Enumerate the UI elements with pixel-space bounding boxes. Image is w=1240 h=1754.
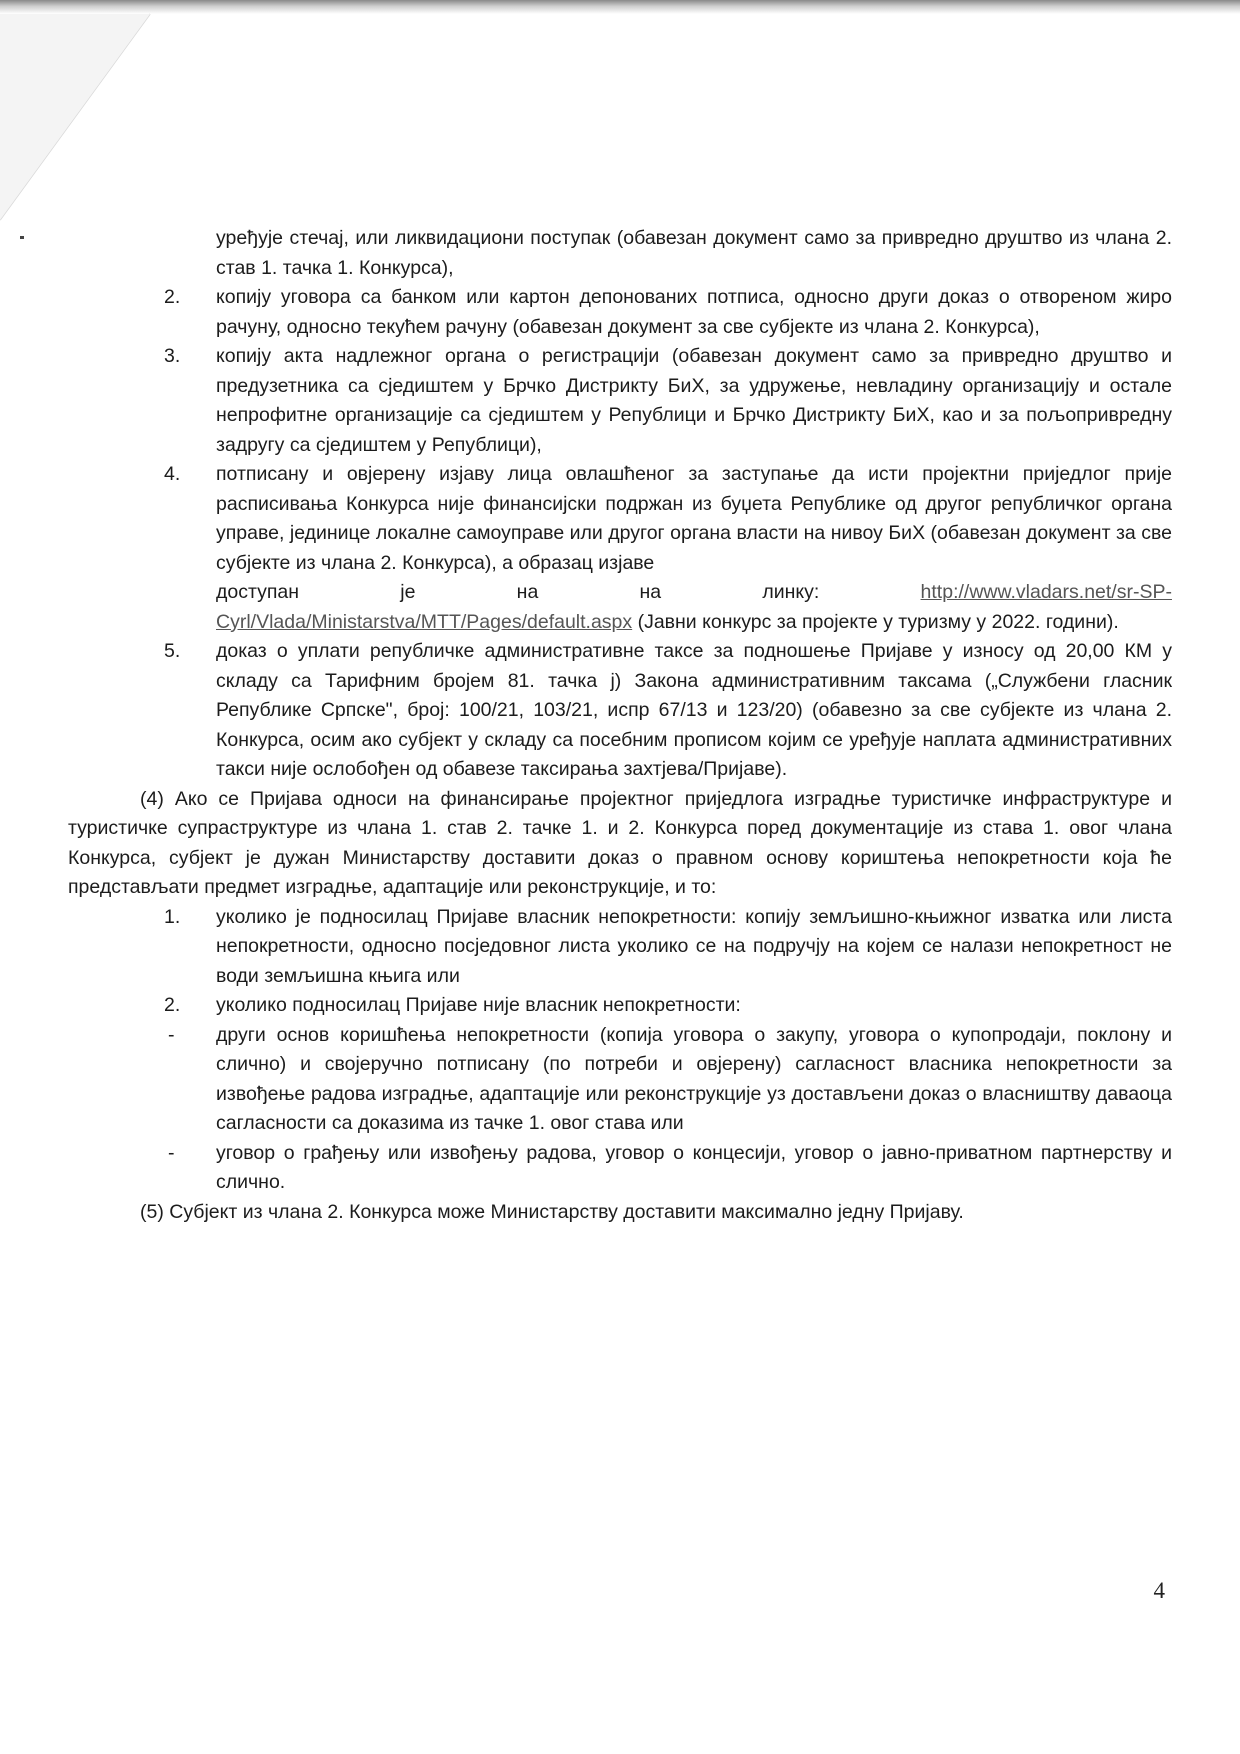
list-item-text: уколико је подносилац Пријаве власник непокретности: копију земљишно-књижног изватка или листа непокретности, односно посједовног листа уколико се на подручју на којем се налази непокретност не води земљишна књига или — [216, 905, 1172, 987]
word: на — [639, 581, 662, 603]
list-item-text: уговор о грађењу или извођењу радова, уговор о концесији, уговор о јавно-приватном партнерству и слично. — [216, 1141, 1172, 1193]
list-number: 2. — [164, 994, 181, 1016]
scan-fold-line — [0, 0, 160, 260]
word: је — [400, 581, 416, 603]
list-dash: - — [168, 1141, 175, 1164]
list-item-text: други основ коришћења непокретности (копија уговора о закупу, уговора о купопродаји, поклону и слично) и својеручно потписану (по потреби и овјерену) сагласност власника непокретности за извођење радова изградње, адаптације или реконструкције уз достављени доказ о власништву даваоца сагласности са доказима из тачке 1. овог става или — [216, 1023, 1172, 1134]
list-item — [164, 283, 1172, 342]
word: доступан — [216, 581, 300, 603]
continuation-text: уређује стечај, или ликвидациони поступак (обавезан документ само за привредно друштво из члана 2. став 1. тачка 1. Конкурса), — [216, 227, 1172, 279]
scan-top-shadow — [0, 0, 1240, 14]
list-number: 5. — [164, 640, 181, 662]
paragraph-5: (5) Субјект из члана 2. Конкурса може Министарству доставити максимално једну Пријаву. — [140, 1200, 964, 1223]
list-item — [164, 637, 1172, 785]
word: линку: — [762, 581, 820, 603]
list-item — [164, 342, 1172, 460]
list-item-text: копију акта надлежног органа о регистрацији (обавезан документ само за привредно друштво и предузетника са сједиштем у Брчко Дистрикту БиХ, за удружење, невладину организацију и остале непрофитне организације са сједиштем у Републици и Брчко Дистрикту БиХ, као и за пољопривредну задругу са сједиштем у Републици), — [216, 345, 1172, 456]
list-number: 2. — [164, 286, 181, 308]
list-item-text: доказ о уплати републичке административне таксе за подношење Пријаве у износу од 20,00 КМ у складу са Тарифним бројем 81. тачка ј) Закона административним таксама („Службени гласник Републике Српске", број: 100/21, 103/21, испр 67/13 и 123/20) (обавезно за све субјекте из члана 2. Конкурса, осим ако субјект у складу са посебним прописом којим се уређује наплата административних такси није ослобођен од обавезе таксирања захтјева/Пријаве). — [216, 640, 1172, 780]
list-item-text: уколико подносилац Пријаве није власник непокретности: — [216, 994, 741, 1016]
list-dash: - — [168, 1023, 175, 1046]
list-item-4 — [164, 460, 1172, 637]
ministry-link-part1[interactable]: http://www.vladars.net/sr-SP- — [920, 581, 1172, 603]
link-continuation — [216, 608, 1172, 638]
ministry-link-part2[interactable]: Cyrl/Vlada/Ministarstva/MTT/Pages/default.aspx — [216, 610, 633, 633]
list-item-dash — [168, 1021, 1172, 1139]
list-item-text: копију уговора са банком или картон депонованих потписа, односно други доказ о отвореном жиро рачуну, односно текућем рачуну (обавезан документ за све субјекте из члана 2. Конкурса), — [216, 286, 1172, 338]
list-item-dash — [168, 1139, 1172, 1198]
list-item-text: потписану и овјерену изјаву лица овлашћеног за заступање да исти пројектни приједлог прије расписивања Конкурса није финансијски подржан из буџета Републике од другог републичког органа управе, јединице локалне самоуправе или другог органа власти на нивоу БиХ (обавезан документ за све субјекте из члана 2. Конкурса), а образац изјаве — [216, 463, 1172, 574]
link-after-text: (Јавни конкурс за пројекте у туризму у 2022. години). — [632, 610, 1119, 633]
list-number: 1. — [164, 905, 181, 928]
document-body — [68, 224, 1172, 1227]
paragraph-4: (4) Ако се Пријава односи на финансирање пројектног приједлога изградње туристичке инфраструктуре и туристичке супраструктуре из члана 1. став 2. тачке 1. и 2. Конкурса поред документације из става 1. овог члана Конкурса, субјект је дужан Министарству доставити доказ о правном основу кориштења непокретности која ће представљати предмет изградње, адаптације или реконструкције, и то: — [68, 787, 1172, 898]
list-item — [164, 991, 1172, 1021]
word: на — [516, 581, 539, 603]
list-number: 4. — [164, 463, 181, 485]
page-number: 4 — [1153, 1578, 1165, 1603]
list-number: 3. — [164, 345, 181, 367]
list-item — [164, 903, 1172, 992]
scan-speck — [20, 236, 24, 239]
link-line — [216, 578, 1172, 608]
